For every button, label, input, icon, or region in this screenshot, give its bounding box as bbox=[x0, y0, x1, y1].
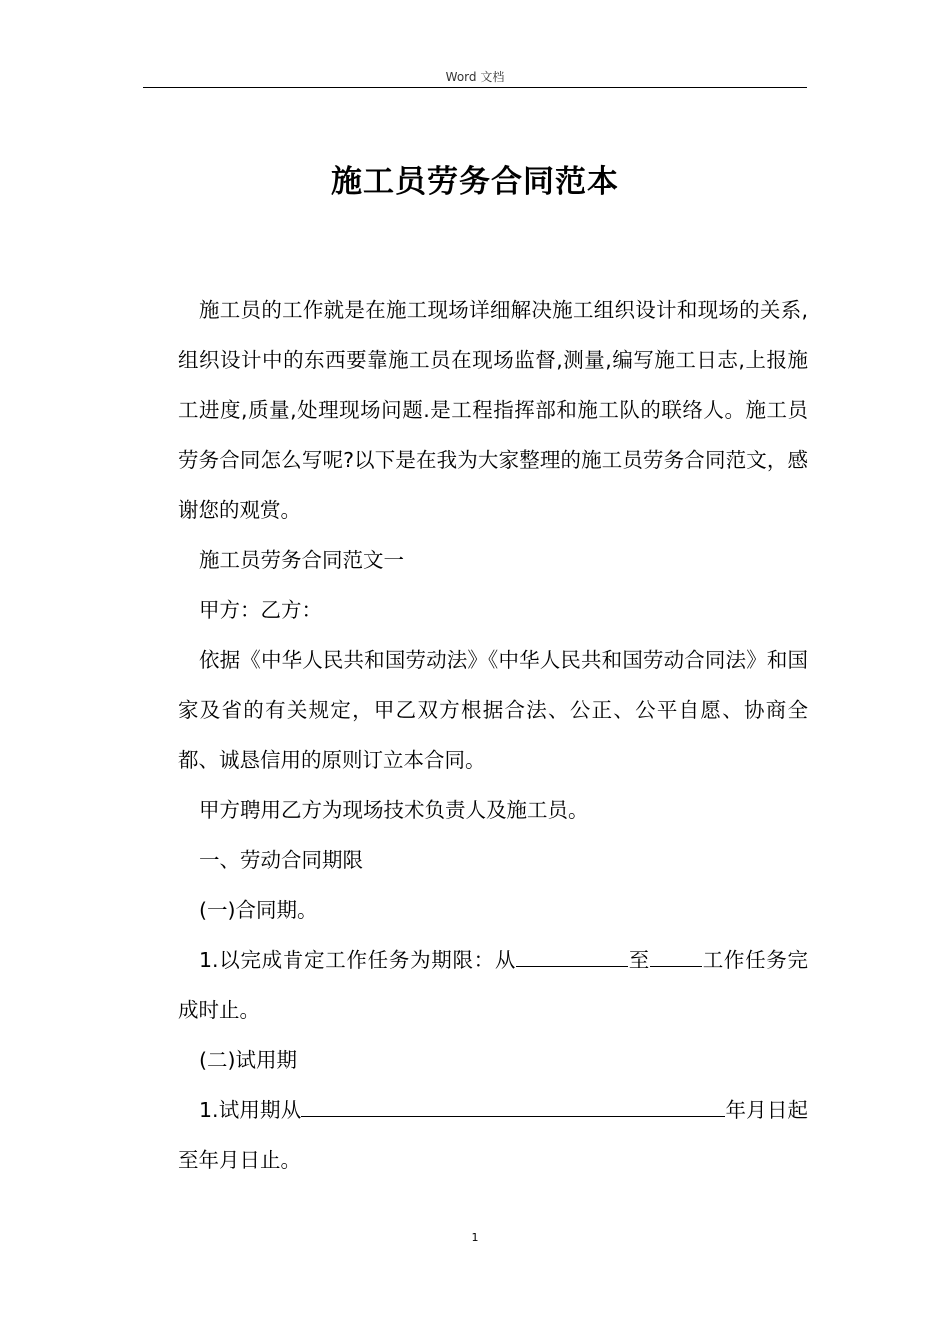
item-prefix: 1.以完成肯定工作任务为期限：从 bbox=[199, 948, 517, 972]
document-title: 施工员劳务合同范本 bbox=[331, 164, 619, 200]
subsection-probation: (二)试用期 bbox=[199, 1048, 297, 1072]
blank-line bbox=[301, 1096, 725, 1117]
item-prefix: 1.试用期从 bbox=[199, 1098, 302, 1122]
intro-paragraph: 施工员的工作就是在施工现场详细解决施工组织设计和现场的关系,组织设计中的东西要靠施工员在现场监督,测量,编写施工日志,上报施工进度,质量,处理现场问题.是工程指挥部和施工队的联络人。施工员劳务合同怎么写呢?以下是在我为大家整理的施工员劳务合同范文，感谢您的观赏。 bbox=[178, 298, 808, 522]
page-number: 1 bbox=[471, 1231, 479, 1244]
blank-line bbox=[516, 946, 628, 967]
page-header: Word 文档 bbox=[445, 70, 505, 84]
basis-paragraph: 依据《中华人民共和国劳动法》《中华人民共和国劳动合同法》和国家及省的有关规定，甲乙双方根据合法、公正、公平自愿、协商全都、诚恳信用的原则订立本合同。 bbox=[178, 648, 808, 772]
parties-line: 甲方：乙方： bbox=[199, 598, 322, 622]
item-suffix: 年月日起至年月日止。 bbox=[178, 1098, 808, 1172]
item-suffix: 工作任务完成时止。 bbox=[178, 948, 809, 1022]
blank-line bbox=[650, 946, 702, 967]
section-heading-term: 一、劳动合同期限 bbox=[199, 848, 363, 872]
header-rule bbox=[143, 87, 807, 88]
hire-paragraph: 甲方聘用乙方为现场技术负责人及施工员。 bbox=[199, 798, 589, 822]
document-body bbox=[178, 285, 808, 1185]
item-middle: 至 bbox=[628, 948, 650, 972]
item-probation-period bbox=[178, 1085, 808, 1185]
item-contract-period bbox=[178, 935, 808, 1035]
subsection-contract-period: (一)合同期。 bbox=[199, 898, 318, 922]
sample-heading: 施工员劳务合同范文一 bbox=[199, 548, 404, 572]
